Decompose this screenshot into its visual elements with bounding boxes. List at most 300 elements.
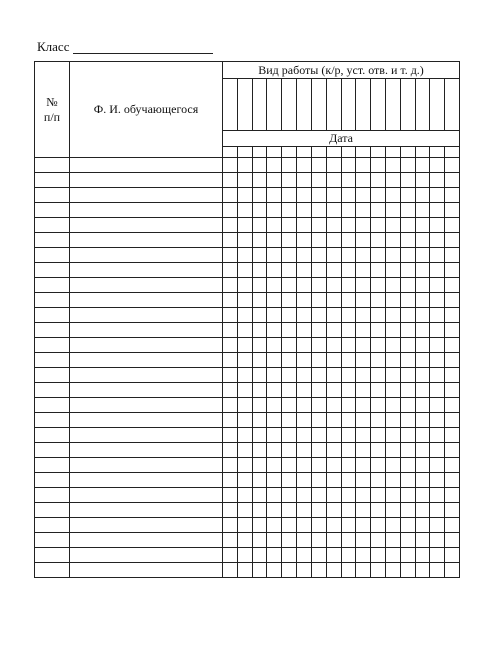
grade-cell[interactable] bbox=[311, 368, 326, 383]
grade-cell[interactable] bbox=[400, 533, 415, 548]
row-number-cell[interactable] bbox=[35, 173, 70, 188]
row-number-cell[interactable] bbox=[35, 533, 70, 548]
work-type-entry-cell[interactable] bbox=[385, 79, 400, 131]
student-name-cell[interactable] bbox=[70, 488, 223, 503]
grade-cell[interactable] bbox=[385, 458, 400, 473]
grade-cell[interactable] bbox=[252, 218, 267, 233]
grade-cell[interactable] bbox=[237, 173, 252, 188]
grade-cell[interactable] bbox=[297, 443, 312, 458]
grade-cell[interactable] bbox=[341, 278, 356, 293]
grade-cell[interactable] bbox=[371, 233, 386, 248]
date-entry-cell[interactable] bbox=[371, 147, 386, 158]
grade-cell[interactable] bbox=[326, 158, 341, 173]
grade-cell[interactable] bbox=[267, 383, 282, 398]
grade-cell[interactable] bbox=[267, 533, 282, 548]
student-name-cell[interactable] bbox=[70, 443, 223, 458]
grade-cell[interactable] bbox=[341, 203, 356, 218]
grade-cell[interactable] bbox=[267, 368, 282, 383]
grade-cell[interactable] bbox=[297, 248, 312, 263]
grade-cell[interactable] bbox=[445, 548, 460, 563]
date-entry-cell[interactable] bbox=[282, 147, 297, 158]
student-name-cell[interactable] bbox=[70, 503, 223, 518]
grade-cell[interactable] bbox=[341, 173, 356, 188]
grade-cell[interactable] bbox=[445, 398, 460, 413]
grade-cell[interactable] bbox=[267, 473, 282, 488]
grade-cell[interactable] bbox=[326, 383, 341, 398]
grade-cell[interactable] bbox=[341, 563, 356, 578]
grade-cell[interactable] bbox=[400, 248, 415, 263]
grade-cell[interactable] bbox=[385, 218, 400, 233]
grade-cell[interactable] bbox=[326, 323, 341, 338]
row-number-cell[interactable] bbox=[35, 203, 70, 218]
grade-cell[interactable] bbox=[445, 203, 460, 218]
grade-cell[interactable] bbox=[326, 173, 341, 188]
grade-cell[interactable] bbox=[297, 188, 312, 203]
work-type-entry-cell[interactable] bbox=[371, 79, 386, 131]
grade-cell[interactable] bbox=[237, 413, 252, 428]
student-name-cell[interactable] bbox=[70, 293, 223, 308]
grade-cell[interactable] bbox=[356, 563, 371, 578]
grade-cell[interactable] bbox=[385, 188, 400, 203]
grade-cell[interactable] bbox=[341, 383, 356, 398]
grade-cell[interactable] bbox=[356, 233, 371, 248]
grade-cell[interactable] bbox=[267, 353, 282, 368]
grade-cell[interactable] bbox=[445, 338, 460, 353]
grade-cell[interactable] bbox=[297, 353, 312, 368]
grade-cell[interactable] bbox=[311, 248, 326, 263]
grade-cell[interactable] bbox=[297, 428, 312, 443]
grade-cell[interactable] bbox=[252, 443, 267, 458]
grade-cell[interactable] bbox=[415, 443, 430, 458]
grade-cell[interactable] bbox=[282, 458, 297, 473]
grade-cell[interactable] bbox=[223, 248, 238, 263]
grade-cell[interactable] bbox=[445, 278, 460, 293]
grade-cell[interactable] bbox=[400, 338, 415, 353]
grade-cell[interactable] bbox=[445, 458, 460, 473]
student-name-cell[interactable] bbox=[70, 413, 223, 428]
grade-cell[interactable] bbox=[267, 338, 282, 353]
grade-cell[interactable] bbox=[400, 488, 415, 503]
row-number-cell[interactable] bbox=[35, 218, 70, 233]
grade-cell[interactable] bbox=[415, 563, 430, 578]
grade-cell[interactable] bbox=[267, 428, 282, 443]
grade-cell[interactable] bbox=[371, 278, 386, 293]
grade-cell[interactable] bbox=[356, 188, 371, 203]
grade-cell[interactable] bbox=[385, 533, 400, 548]
grade-cell[interactable] bbox=[385, 308, 400, 323]
grade-cell[interactable] bbox=[252, 383, 267, 398]
grade-cell[interactable] bbox=[252, 293, 267, 308]
grade-cell[interactable] bbox=[400, 158, 415, 173]
grade-cell[interactable] bbox=[223, 473, 238, 488]
grade-cell[interactable] bbox=[356, 443, 371, 458]
grade-cell[interactable] bbox=[267, 233, 282, 248]
grade-cell[interactable] bbox=[356, 293, 371, 308]
grade-cell[interactable] bbox=[415, 398, 430, 413]
grade-cell[interactable] bbox=[341, 353, 356, 368]
row-number-cell[interactable] bbox=[35, 248, 70, 263]
grade-cell[interactable] bbox=[297, 413, 312, 428]
grade-cell[interactable] bbox=[252, 563, 267, 578]
grade-cell[interactable] bbox=[341, 458, 356, 473]
grade-cell[interactable] bbox=[297, 173, 312, 188]
row-number-cell[interactable] bbox=[35, 338, 70, 353]
grade-cell[interactable] bbox=[326, 293, 341, 308]
work-type-entry-cell[interactable] bbox=[311, 79, 326, 131]
work-type-entry-cell[interactable] bbox=[252, 79, 267, 131]
grade-cell[interactable] bbox=[371, 518, 386, 533]
grade-cell[interactable] bbox=[282, 533, 297, 548]
class-input-line[interactable] bbox=[73, 41, 213, 54]
grade-cell[interactable] bbox=[282, 428, 297, 443]
grade-cell[interactable] bbox=[371, 398, 386, 413]
grade-cell[interactable] bbox=[326, 188, 341, 203]
grade-cell[interactable] bbox=[400, 353, 415, 368]
grade-cell[interactable] bbox=[356, 458, 371, 473]
grade-cell[interactable] bbox=[415, 218, 430, 233]
grade-cell[interactable] bbox=[237, 533, 252, 548]
grade-cell[interactable] bbox=[311, 503, 326, 518]
grade-cell[interactable] bbox=[430, 503, 445, 518]
grade-cell[interactable] bbox=[385, 263, 400, 278]
grade-cell[interactable] bbox=[252, 518, 267, 533]
grade-cell[interactable] bbox=[341, 548, 356, 563]
grade-cell[interactable] bbox=[311, 383, 326, 398]
grade-cell[interactable] bbox=[371, 173, 386, 188]
grade-cell[interactable] bbox=[326, 398, 341, 413]
grade-cell[interactable] bbox=[415, 548, 430, 563]
grade-cell[interactable] bbox=[326, 443, 341, 458]
grade-cell[interactable] bbox=[252, 488, 267, 503]
grade-cell[interactable] bbox=[267, 488, 282, 503]
grade-cell[interactable] bbox=[400, 173, 415, 188]
grade-cell[interactable] bbox=[282, 158, 297, 173]
grade-cell[interactable] bbox=[326, 338, 341, 353]
grade-cell[interactable] bbox=[223, 398, 238, 413]
grade-cell[interactable] bbox=[400, 443, 415, 458]
grade-cell[interactable] bbox=[237, 518, 252, 533]
grade-cell[interactable] bbox=[385, 278, 400, 293]
student-name-cell[interactable] bbox=[70, 308, 223, 323]
grade-cell[interactable] bbox=[445, 443, 460, 458]
grade-cell[interactable] bbox=[400, 263, 415, 278]
grade-cell[interactable] bbox=[311, 188, 326, 203]
date-entry-cell[interactable] bbox=[297, 147, 312, 158]
grade-cell[interactable] bbox=[267, 293, 282, 308]
grade-cell[interactable] bbox=[400, 413, 415, 428]
grade-cell[interactable] bbox=[341, 428, 356, 443]
grade-cell[interactable] bbox=[297, 518, 312, 533]
grade-cell[interactable] bbox=[415, 428, 430, 443]
grade-cell[interactable] bbox=[356, 203, 371, 218]
grade-cell[interactable] bbox=[445, 368, 460, 383]
grade-cell[interactable] bbox=[430, 173, 445, 188]
grade-cell[interactable] bbox=[415, 488, 430, 503]
grade-cell[interactable] bbox=[297, 458, 312, 473]
grade-cell[interactable] bbox=[445, 518, 460, 533]
grade-cell[interactable] bbox=[326, 263, 341, 278]
grade-cell[interactable] bbox=[267, 173, 282, 188]
grade-cell[interactable] bbox=[282, 233, 297, 248]
grade-cell[interactable] bbox=[237, 383, 252, 398]
student-name-cell[interactable] bbox=[70, 188, 223, 203]
grade-cell[interactable] bbox=[282, 443, 297, 458]
row-number-cell[interactable] bbox=[35, 548, 70, 563]
row-number-cell[interactable] bbox=[35, 473, 70, 488]
grade-cell[interactable] bbox=[415, 338, 430, 353]
grade-cell[interactable] bbox=[430, 383, 445, 398]
grade-cell[interactable] bbox=[223, 188, 238, 203]
grade-cell[interactable] bbox=[415, 383, 430, 398]
work-type-entry-cell[interactable] bbox=[297, 79, 312, 131]
grade-cell[interactable] bbox=[237, 353, 252, 368]
grade-cell[interactable] bbox=[430, 443, 445, 458]
grade-cell[interactable] bbox=[445, 218, 460, 233]
grade-cell[interactable] bbox=[311, 398, 326, 413]
row-number-cell[interactable] bbox=[35, 458, 70, 473]
grade-cell[interactable] bbox=[252, 458, 267, 473]
grade-cell[interactable] bbox=[252, 233, 267, 248]
student-name-cell[interactable] bbox=[70, 338, 223, 353]
grade-cell[interactable] bbox=[326, 488, 341, 503]
grade-cell[interactable] bbox=[371, 203, 386, 218]
grade-cell[interactable] bbox=[282, 518, 297, 533]
date-entry-cell[interactable] bbox=[400, 147, 415, 158]
grade-cell[interactable] bbox=[371, 383, 386, 398]
grade-cell[interactable] bbox=[223, 293, 238, 308]
date-entry-cell[interactable] bbox=[311, 147, 326, 158]
grade-cell[interactable] bbox=[311, 203, 326, 218]
grade-cell[interactable] bbox=[237, 188, 252, 203]
student-name-cell[interactable] bbox=[70, 473, 223, 488]
grade-cell[interactable] bbox=[341, 188, 356, 203]
grade-cell[interactable] bbox=[252, 533, 267, 548]
grade-cell[interactable] bbox=[282, 218, 297, 233]
grade-cell[interactable] bbox=[267, 278, 282, 293]
grade-cell[interactable] bbox=[385, 383, 400, 398]
grade-cell[interactable] bbox=[237, 203, 252, 218]
grade-cell[interactable] bbox=[297, 278, 312, 293]
work-type-entry-cell[interactable] bbox=[445, 79, 460, 131]
grade-cell[interactable] bbox=[252, 308, 267, 323]
student-name-cell[interactable] bbox=[70, 428, 223, 443]
student-name-cell[interactable] bbox=[70, 263, 223, 278]
grade-cell[interactable] bbox=[430, 548, 445, 563]
date-entry-cell[interactable] bbox=[326, 147, 341, 158]
grade-cell[interactable] bbox=[385, 473, 400, 488]
grade-cell[interactable] bbox=[237, 338, 252, 353]
grade-cell[interactable] bbox=[385, 428, 400, 443]
student-name-cell[interactable] bbox=[70, 353, 223, 368]
grade-cell[interactable] bbox=[223, 443, 238, 458]
grade-cell[interactable] bbox=[237, 323, 252, 338]
grade-cell[interactable] bbox=[252, 548, 267, 563]
grade-cell[interactable] bbox=[385, 503, 400, 518]
grade-cell[interactable] bbox=[371, 458, 386, 473]
grade-cell[interactable] bbox=[282, 188, 297, 203]
grade-cell[interactable] bbox=[267, 548, 282, 563]
grade-cell[interactable] bbox=[311, 158, 326, 173]
grade-cell[interactable] bbox=[400, 548, 415, 563]
grade-cell[interactable] bbox=[415, 458, 430, 473]
grade-cell[interactable] bbox=[415, 368, 430, 383]
grade-cell[interactable] bbox=[400, 458, 415, 473]
grade-cell[interactable] bbox=[267, 323, 282, 338]
grade-cell[interactable] bbox=[237, 428, 252, 443]
grade-cell[interactable] bbox=[223, 338, 238, 353]
grade-cell[interactable] bbox=[445, 383, 460, 398]
grade-cell[interactable] bbox=[341, 488, 356, 503]
date-entry-cell[interactable] bbox=[430, 147, 445, 158]
grade-cell[interactable] bbox=[415, 473, 430, 488]
row-number-cell[interactable] bbox=[35, 308, 70, 323]
grade-cell[interactable] bbox=[430, 353, 445, 368]
grade-cell[interactable] bbox=[223, 308, 238, 323]
grade-cell[interactable] bbox=[311, 263, 326, 278]
grade-cell[interactable] bbox=[385, 548, 400, 563]
grade-cell[interactable] bbox=[282, 293, 297, 308]
grade-cell[interactable] bbox=[282, 398, 297, 413]
grade-cell[interactable] bbox=[445, 413, 460, 428]
grade-cell[interactable] bbox=[400, 203, 415, 218]
grade-cell[interactable] bbox=[252, 263, 267, 278]
grade-cell[interactable] bbox=[311, 533, 326, 548]
grade-cell[interactable] bbox=[356, 173, 371, 188]
grade-cell[interactable] bbox=[223, 173, 238, 188]
grade-cell[interactable] bbox=[237, 218, 252, 233]
grade-cell[interactable] bbox=[371, 488, 386, 503]
work-type-entry-cell[interactable] bbox=[400, 79, 415, 131]
grade-cell[interactable] bbox=[445, 308, 460, 323]
row-number-cell[interactable] bbox=[35, 278, 70, 293]
grade-cell[interactable] bbox=[311, 278, 326, 293]
grade-cell[interactable] bbox=[341, 323, 356, 338]
grade-cell[interactable] bbox=[267, 203, 282, 218]
grade-cell[interactable] bbox=[371, 548, 386, 563]
grade-cell[interactable] bbox=[430, 473, 445, 488]
grade-cell[interactable] bbox=[237, 233, 252, 248]
grade-cell[interactable] bbox=[252, 248, 267, 263]
grade-cell[interactable] bbox=[223, 533, 238, 548]
grade-cell[interactable] bbox=[400, 398, 415, 413]
grade-cell[interactable] bbox=[371, 263, 386, 278]
row-number-cell[interactable] bbox=[35, 368, 70, 383]
grade-cell[interactable] bbox=[297, 263, 312, 278]
grade-cell[interactable] bbox=[445, 428, 460, 443]
grade-cell[interactable] bbox=[430, 458, 445, 473]
grade-cell[interactable] bbox=[326, 218, 341, 233]
student-name-cell[interactable] bbox=[70, 533, 223, 548]
grade-cell[interactable] bbox=[311, 488, 326, 503]
row-number-cell[interactable] bbox=[35, 263, 70, 278]
grade-cell[interactable] bbox=[341, 473, 356, 488]
grade-cell[interactable] bbox=[237, 263, 252, 278]
grade-cell[interactable] bbox=[445, 533, 460, 548]
grade-cell[interactable] bbox=[430, 218, 445, 233]
row-number-cell[interactable] bbox=[35, 383, 70, 398]
grade-cell[interactable] bbox=[356, 518, 371, 533]
grade-cell[interactable] bbox=[326, 548, 341, 563]
grade-cell[interactable] bbox=[430, 263, 445, 278]
grade-cell[interactable] bbox=[341, 518, 356, 533]
grade-cell[interactable] bbox=[237, 458, 252, 473]
student-name-cell[interactable] bbox=[70, 548, 223, 563]
grade-cell[interactable] bbox=[341, 308, 356, 323]
grade-cell[interactable] bbox=[415, 188, 430, 203]
grade-cell[interactable] bbox=[223, 428, 238, 443]
grade-cell[interactable] bbox=[430, 398, 445, 413]
grade-cell[interactable] bbox=[356, 488, 371, 503]
grade-cell[interactable] bbox=[252, 278, 267, 293]
grade-cell[interactable] bbox=[385, 563, 400, 578]
grade-cell[interactable] bbox=[223, 383, 238, 398]
grade-cell[interactable] bbox=[267, 218, 282, 233]
grade-cell[interactable] bbox=[282, 338, 297, 353]
grade-cell[interactable] bbox=[371, 293, 386, 308]
date-entry-cell[interactable] bbox=[223, 147, 238, 158]
grade-cell[interactable] bbox=[297, 323, 312, 338]
grade-cell[interactable] bbox=[267, 458, 282, 473]
student-name-cell[interactable] bbox=[70, 278, 223, 293]
student-name-cell[interactable] bbox=[70, 248, 223, 263]
grade-cell[interactable] bbox=[371, 473, 386, 488]
grade-cell[interactable] bbox=[326, 458, 341, 473]
grade-cell[interactable] bbox=[237, 473, 252, 488]
grade-cell[interactable] bbox=[415, 248, 430, 263]
grade-cell[interactable] bbox=[311, 413, 326, 428]
grade-cell[interactable] bbox=[445, 353, 460, 368]
grade-cell[interactable] bbox=[326, 248, 341, 263]
grade-cell[interactable] bbox=[415, 158, 430, 173]
grade-cell[interactable] bbox=[430, 368, 445, 383]
grade-cell[interactable] bbox=[415, 293, 430, 308]
grade-cell[interactable] bbox=[385, 233, 400, 248]
row-number-cell[interactable] bbox=[35, 413, 70, 428]
grade-cell[interactable] bbox=[385, 413, 400, 428]
grade-cell[interactable] bbox=[356, 158, 371, 173]
grade-cell[interactable] bbox=[356, 248, 371, 263]
grade-cell[interactable] bbox=[311, 323, 326, 338]
grade-cell[interactable] bbox=[400, 518, 415, 533]
grade-cell[interactable] bbox=[297, 368, 312, 383]
grade-cell[interactable] bbox=[252, 503, 267, 518]
grade-cell[interactable] bbox=[311, 293, 326, 308]
grade-cell[interactable] bbox=[326, 353, 341, 368]
grade-cell[interactable] bbox=[356, 278, 371, 293]
grade-cell[interactable] bbox=[445, 323, 460, 338]
grade-cell[interactable] bbox=[326, 518, 341, 533]
grade-cell[interactable] bbox=[311, 473, 326, 488]
grade-cell[interactable] bbox=[282, 548, 297, 563]
grade-cell[interactable] bbox=[326, 278, 341, 293]
grade-cell[interactable] bbox=[385, 338, 400, 353]
grade-cell[interactable] bbox=[311, 308, 326, 323]
grade-cell[interactable] bbox=[371, 533, 386, 548]
grade-cell[interactable] bbox=[415, 413, 430, 428]
work-type-entry-cell[interactable] bbox=[430, 79, 445, 131]
grade-cell[interactable] bbox=[385, 203, 400, 218]
grade-cell[interactable] bbox=[430, 413, 445, 428]
grade-cell[interactable] bbox=[223, 413, 238, 428]
row-number-cell[interactable] bbox=[35, 488, 70, 503]
grade-cell[interactable] bbox=[252, 398, 267, 413]
grade-cell[interactable] bbox=[282, 353, 297, 368]
grade-cell[interactable] bbox=[237, 563, 252, 578]
grade-cell[interactable] bbox=[415, 503, 430, 518]
grade-cell[interactable] bbox=[223, 218, 238, 233]
grade-cell[interactable] bbox=[223, 203, 238, 218]
grade-cell[interactable] bbox=[430, 158, 445, 173]
